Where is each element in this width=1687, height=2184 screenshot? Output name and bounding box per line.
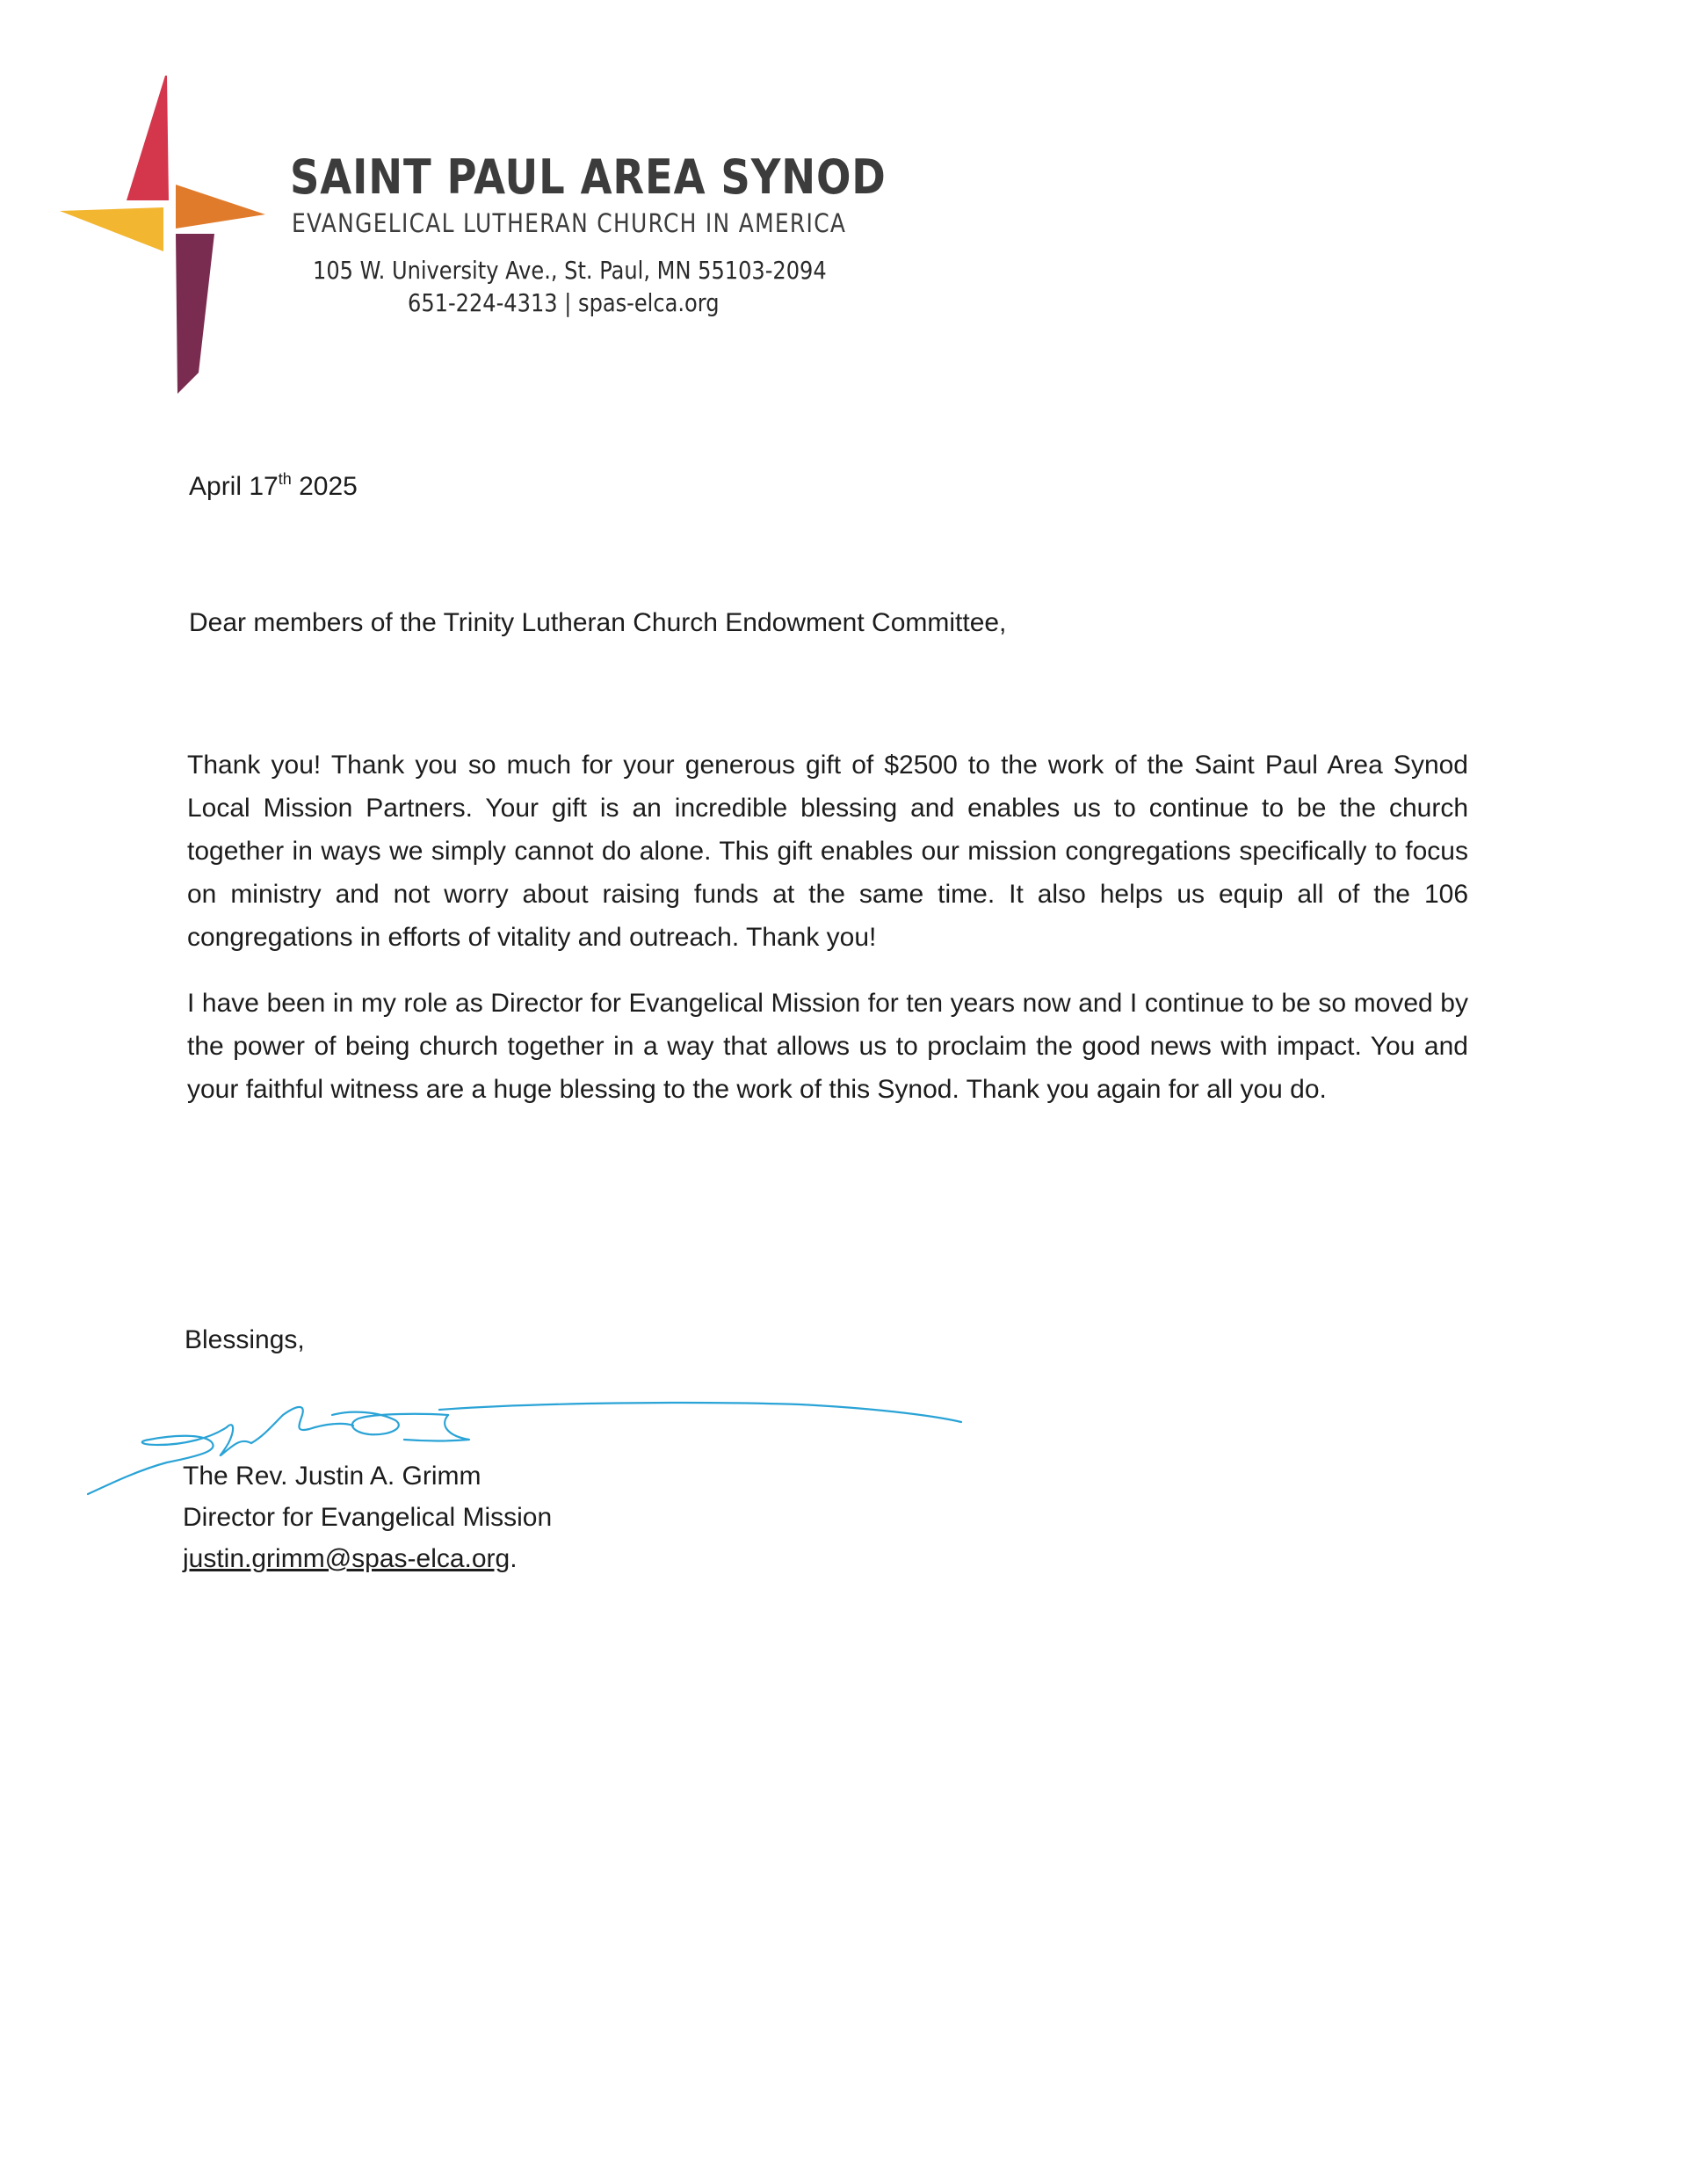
logo-top-arm: [127, 76, 169, 200]
synod-cross-logo: [58, 76, 269, 401]
date-month-day: April 17: [189, 472, 279, 501]
logo-right-arm: [176, 185, 265, 229]
letter-date: [189, 470, 358, 502]
body-paragraph-2: I have been in my role as Director for Evangelical Mission for ten years now and I continue to be so moved by the power of being church together in a way that allows us to proclaim the good news with impact. You and your faithful witness are a huge blessing to the work of this Synod. Thank you again for all you do.: [187, 989, 1468, 1104]
date-year: 2025: [299, 472, 358, 501]
org-phone: 651-224-4313: [408, 288, 558, 317]
signer-email-link[interactable]: justin.grimm@spas-elca.org: [183, 1544, 510, 1573]
date-suffix: th: [278, 470, 292, 488]
closing: Blessings,: [185, 1325, 305, 1354]
signer-email-line: [183, 1544, 518, 1574]
org-website: spas-elca.org: [578, 288, 720, 317]
logo-bottom-arm: [176, 234, 214, 394]
logo-left-arm: [60, 207, 163, 251]
org-address: 105 W. University Ave., St. Paul, MN 55103-2094: [313, 256, 827, 285]
signer-name: The Rev. Justin A. Grimm: [183, 1462, 481, 1491]
org-name: SAINT PAUL AREA SYNOD: [290, 149, 887, 205]
email-trailing-period: .: [510, 1544, 518, 1573]
signer-title: Director for Evangelical Mission: [183, 1503, 553, 1532]
body-paragraph-1: Thank you! Thank you so much for your generous gift of $2500 to the work of the Saint Paul Area Synod Local Mission Partners. Your gift is an incredible blessing and enables us to continue to be the church together in ways we simply cannot do alone. This gift enables our mission congregations specifically to focus on ministry and not worry about raising funds at the same time. It also helps us equip all of the 106 congregations in efforts of vitality and outreach. Thank you!: [187, 751, 1468, 952]
salutation: Dear members of the Trinity Lutheran Church Endowment Committee,: [189, 608, 1007, 637]
org-subtitle: EVANGELICAL LUTHERAN CHURCH IN AMERICA: [292, 208, 847, 238]
org-contact-line: [408, 288, 719, 317]
contact-separator: |: [564, 288, 572, 317]
